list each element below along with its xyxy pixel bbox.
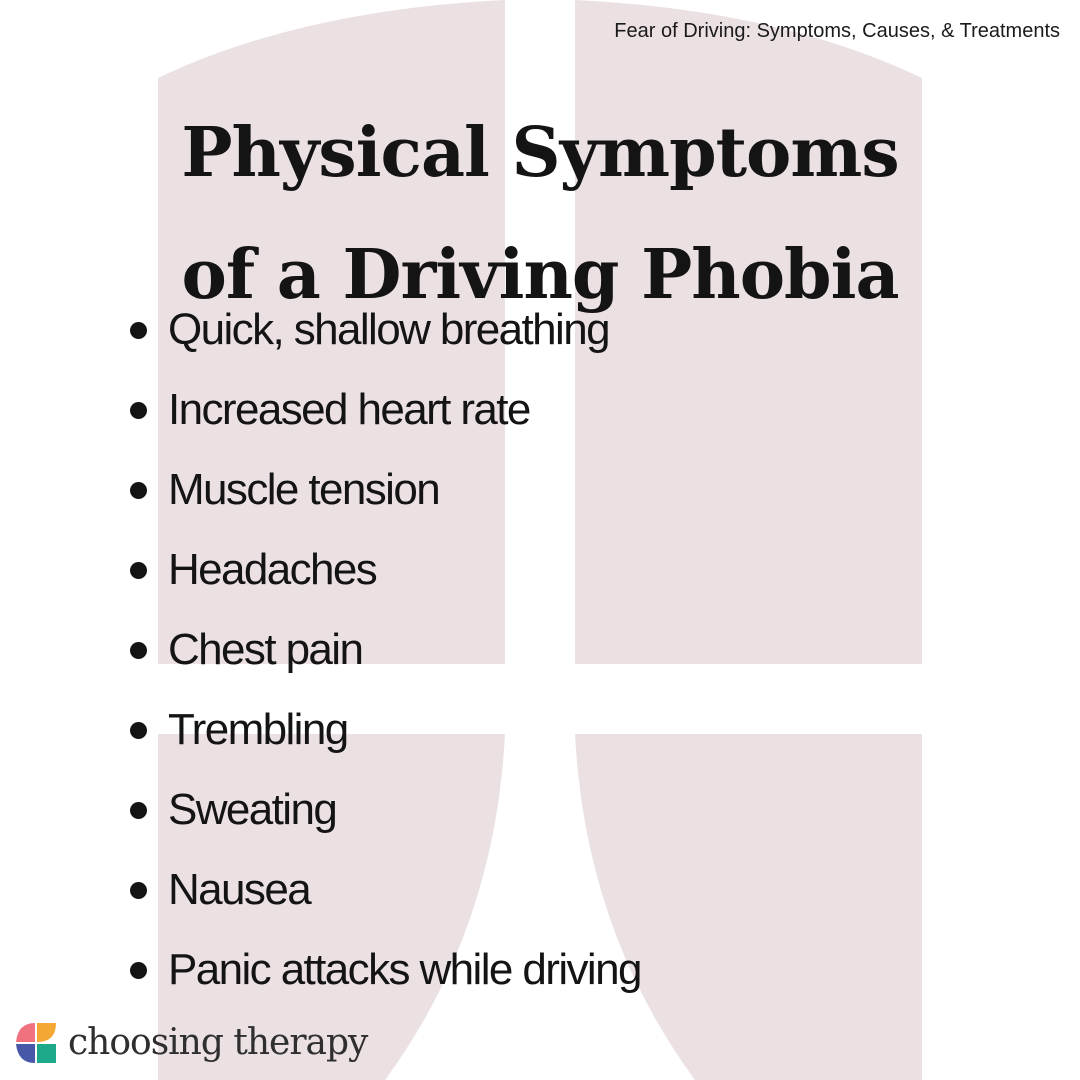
list-item: [0, 530, 1080, 610]
brand-name: choosing therapy: [68, 1022, 368, 1063]
symptom-text: Chest pain: [168, 625, 363, 674]
list-item: [0, 370, 1080, 450]
list-item: [0, 770, 1080, 850]
symptom-text: Muscle tension: [168, 465, 440, 514]
list-item: [0, 850, 1080, 930]
choosing-therapy-logo-icon: [12, 1019, 60, 1067]
bullet-icon: [130, 642, 147, 659]
bullet-icon: [130, 402, 147, 419]
list-item: [0, 690, 1080, 770]
article-title-caption: Fear of Driving: Symptoms, Causes, & Treatments: [614, 20, 1060, 42]
symptom-text: Quick, shallow breathing: [168, 305, 609, 354]
bullet-icon: [130, 322, 147, 339]
symptom-list: [0, 290, 1080, 1010]
logo-petal-pink: [16, 1023, 35, 1042]
bullet-icon: [130, 722, 147, 739]
list-item: [0, 930, 1080, 1010]
bullet-icon: [130, 482, 147, 499]
logo-petal-blue: [16, 1044, 35, 1063]
logo-petal-orange: [37, 1023, 56, 1042]
symptom-text: Sweating: [168, 785, 337, 834]
symptom-text: Increased heart rate: [168, 385, 530, 434]
bullet-icon: [130, 882, 147, 899]
symptom-text: Nausea: [168, 865, 311, 914]
list-item: [0, 290, 1080, 370]
brand-logo: [12, 1018, 367, 1068]
symptom-text: Trembling: [168, 705, 348, 754]
bullet-icon: [130, 802, 147, 819]
bullet-icon: [130, 562, 147, 579]
symptom-text: Panic attacks while driving: [168, 945, 641, 994]
logo-petal-green: [37, 1044, 56, 1063]
list-item: [0, 610, 1080, 690]
list-item: [0, 450, 1080, 530]
bullet-icon: [130, 962, 147, 979]
symptom-text: Headaches: [168, 545, 377, 594]
title-line-2: of a Driving Phobia: [181, 235, 899, 315]
title-line-1: Physical Symptoms: [181, 113, 899, 193]
